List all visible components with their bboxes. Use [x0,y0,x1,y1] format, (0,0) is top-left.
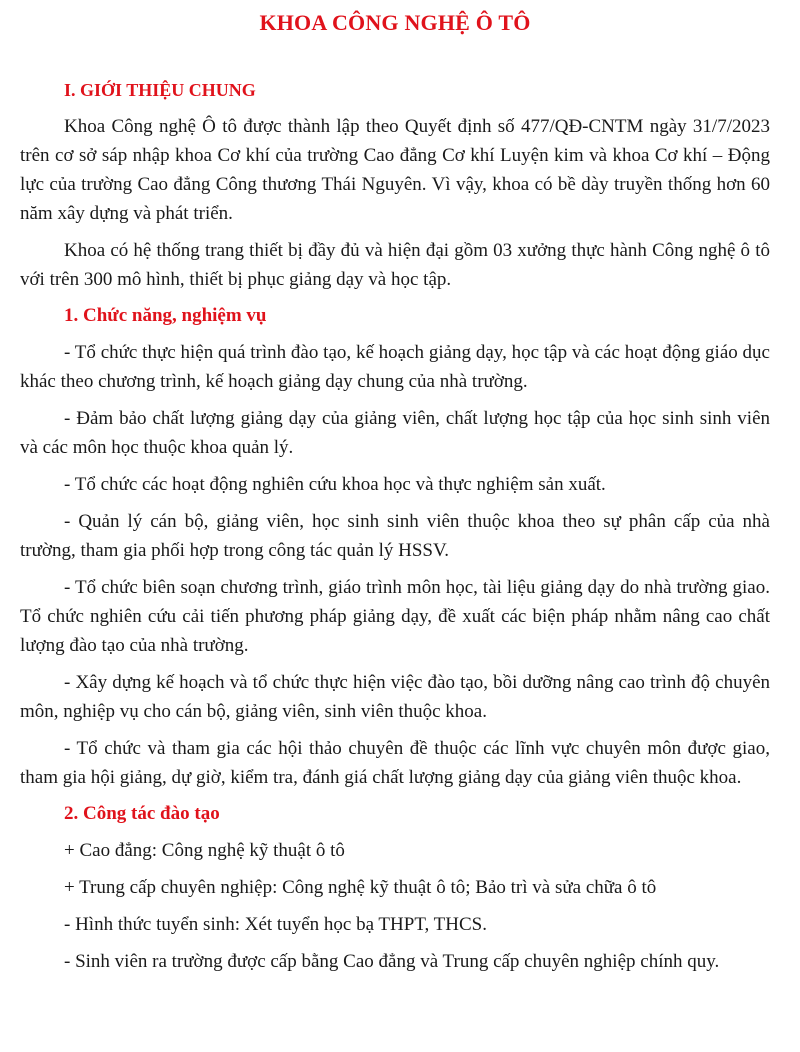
subsection-heading-training: 2. Công tác đào tạo [64,803,220,824]
subsection-heading-functions: 1. Chức năng, nghiệm vụ [64,305,267,326]
training-item: - Sinh viên ra trường được cấp bằng Cao đẳng và Trung cấp chuyên nghiệp chính quy. [64,951,720,972]
function-item: - Tổ chức thực hiện quá trình đào tạo, kế hoạch giảng dạy, học tập và các hoạt động giáo dục khác theo chương trình, kế hoạch giảng dạy chung của nhà trường. [20,342,770,392]
function-item: - Tổ chức biên soạn chương trình, giáo trình môn học, tài liệu giảng dạy do nhà trường giao. Tổ chức nghiên cứu cải tiến phương pháp giảng dạy, đề xuất các biện pháp nhằm nâng cao chất lượng đào tạo của nhà trường. [20,577,770,656]
training-item: + Trung cấp chuyên nghiệp: Công nghệ kỹ thuật ô tô; Bảo trì và sửa chữa ô tô [64,877,657,898]
training-item: + Cao đẳng: Công nghệ kỹ thuật ô tô [64,840,345,861]
section-heading-introduction: I. GIỚI THIỆU CHUNG [64,80,256,100]
function-item: - Tổ chức và tham gia các hội thảo chuyên đề thuộc các lĩnh vực chuyên môn được giao, tham gia hội giảng, dự giờ, kiểm tra, đánh giá chất lượng giảng dạy của giảng viên thuộc khoa. [20,738,770,788]
page-title: KHOA CÔNG NGHỆ Ô TÔ [259,10,531,35]
intro-paragraph: Khoa có hệ thống trang thiết bị đầy đủ và hiện đại gồm 03 xưởng thực hành Công nghệ ô tô với trên 300 mô hình, thiết bị phục giảng dạy và học tập. [20,240,770,290]
training-item: - Hình thức tuyển sinh: Xét tuyển học bạ THPT, THCS. [64,914,487,935]
intro-paragraph: Khoa Công nghệ Ô tô được thành lập theo Quyết định số 477/QĐ-CNTM ngày 31/7/2023 trên cơ sở sáp nhập khoa Cơ khí của trường Cao đẳng Cơ khí Luyện kim và khoa Cơ khí – Động lực của trường Cao đẳng Công thương Thái Nguyên. Vì vậy, khoa có bề dày truyền thống hơn 60 năm xây dựng và phát triển. [20,116,770,224]
function-item: - Quản lý cán bộ, giảng viên, học sinh sinh viên thuộc khoa theo sự phân cấp của nhà trường, tham gia phối hợp trong công tác quản lý HSSV. [20,511,770,561]
function-item: - Tổ chức các hoạt động nghiên cứu khoa học và thực nghiệm sản xuất. [64,474,606,495]
function-item: - Đảm bảo chất lượng giảng dạy của giảng viên, chất lượng học tập của học sinh sinh viên và các môn học thuộc khoa quản lý. [20,408,770,458]
function-item: - Xây dựng kế hoạch và tổ chức thực hiện việc đào tạo, bồi dưỡng nâng cao trình độ chuyên môn, nghiệp vụ cho cán bộ, giảng viên, sinh viên thuộc khoa. [20,672,770,722]
